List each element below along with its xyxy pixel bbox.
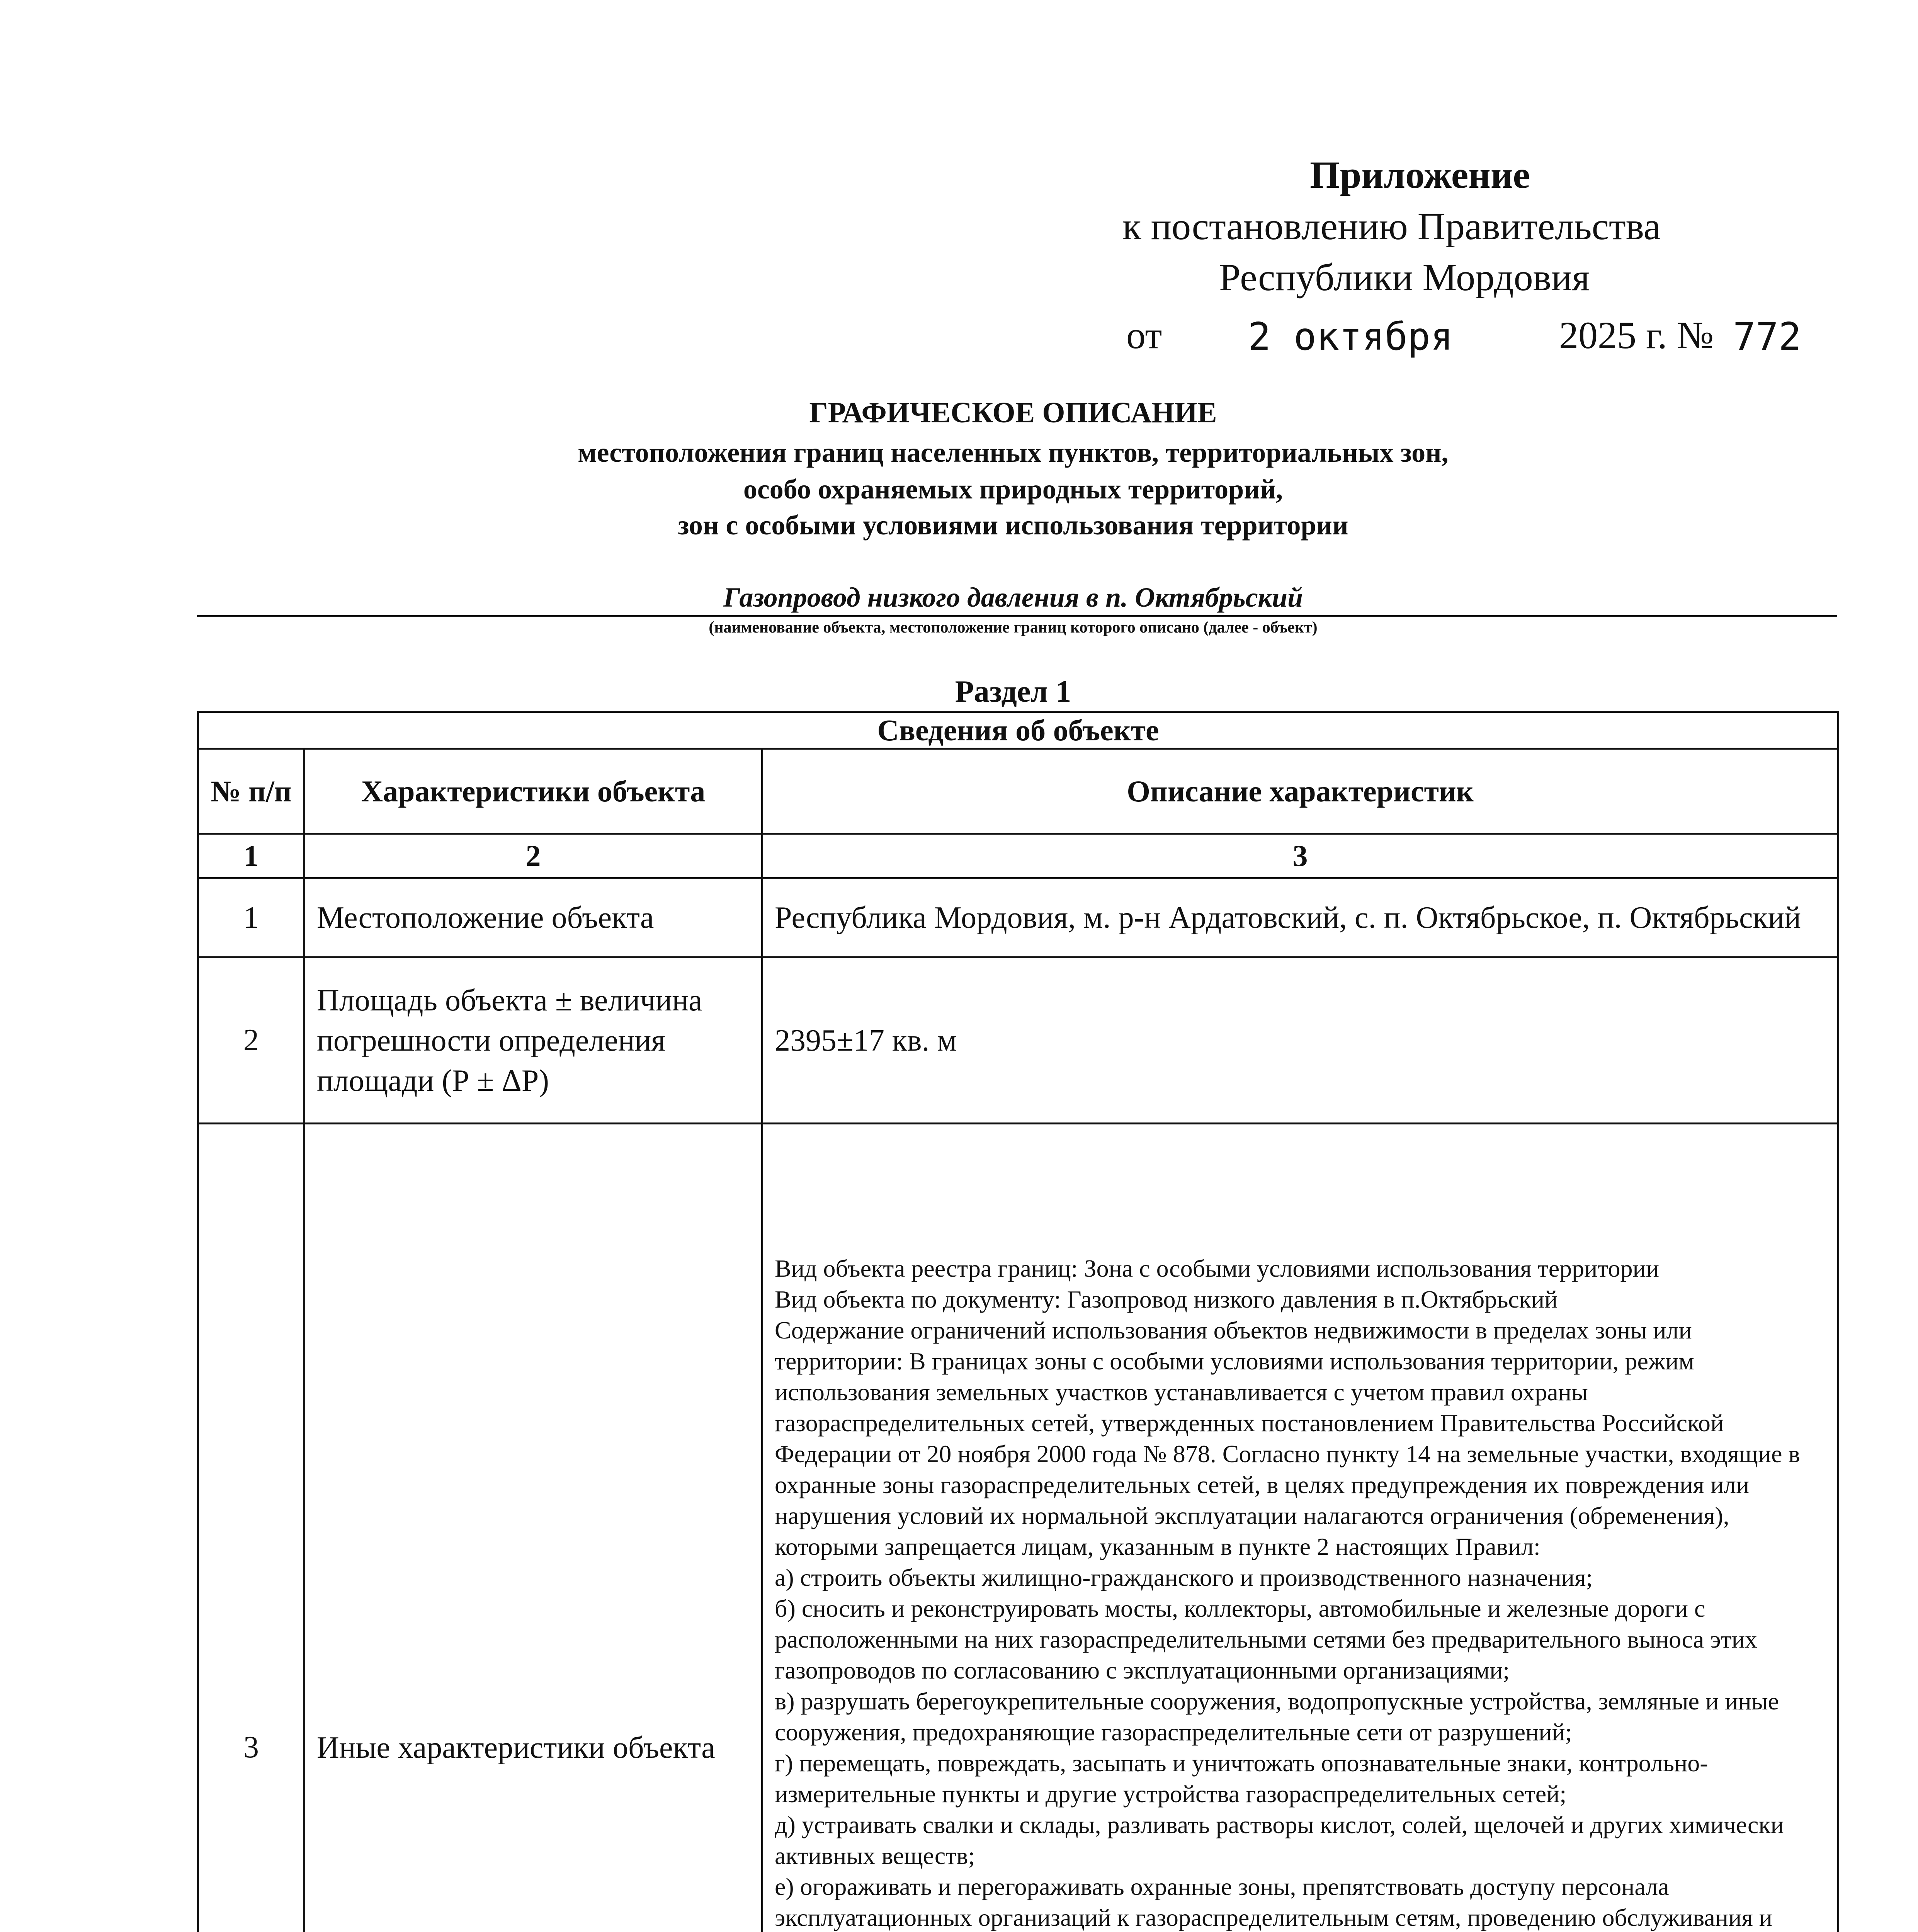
column-numbers-row [198,834,1838,878]
row-characteristic: Площадь объекта ± величина погрешности определения площади (Р ± ΔР) [304,957,762,1124]
appendix-title: Приложение [1310,153,1530,196]
row-description: Республика Мордовия, м. р-н Ардатовский, с. п. Октябрьское, п. Октябрьский [762,878,1838,957]
column-number-3: 3 [762,834,1838,878]
document-subtitle-1: местоположения границ населенных пунктов, территориальных зон, [578,437,1449,468]
restriction-item: г) перемещать, повреждать, засыпать и уничтожать опознавательные знаки, контрольно-измерительные пункты и другие устройства газораспределительных сетей; [775,1749,1708,1808]
row-number: 1 [198,878,304,957]
object-caption: (наименование объекта, местоположение границ которого описано (далее - объект) [709,619,1318,636]
appendix-year: 2025 г. № [1559,314,1714,357]
appendix-ot: от [1126,314,1162,357]
document-subtitle-3: зон с особыми условиями использования территории [678,510,1348,541]
restriction-item: д) устраивать свалки и склады, разливать растворы кислот, солей, щелочей и других химически активных веществ; [775,1811,1784,1869]
document-subtitle-2: особо охраняемых природных территорий, [743,474,1283,505]
appendix-line-2: Республики Мордовия [1219,256,1590,299]
table-row [198,957,1838,1124]
section-title: Раздел 1 [955,675,1071,709]
row-description: 2395±17 кв. м [762,957,1838,1124]
restriction-item: е) огораживать и перегораживать охранные зоны, препятствовать доступу персонала эксплуатационных организаций к газораспределительным сетям, проведению обслуживания и [775,1872,1772,1931]
table-header-row [198,749,1838,834]
row-number: 2 [198,957,304,1124]
row-characteristic: Иные характеристики объекта [304,1124,762,1932]
header-characteristic: Характеристики объекта [304,749,762,834]
object-info-table [197,711,1839,1932]
restriction-paragraph: Содержание ограничений использования объектов недвижимости в пределах зоны или территории: В границах зоны с особыми условиями использования территории, режим использования земельных участков устанавливается с учетом правил охраны газораспределительных сетей, утвержденных постановлением Правительства Российской Федерации от 20 ноября 2000 года № 878. Согласно пункту 14 на земельные участки, входящие в охранные зоны газораспределительных сетей, в целях предупреждения их повреждения или нарушения условий их нормальной эксплуатации налагаются ограничения (обременения), которыми запрещается лицам, указанным в пункте 2 настоящих Правил: [775,1316,1800,1560]
restriction-item: б) сносить и реконструировать мосты, коллекторы, автомобильные и железные дороги с расположенными на них газораспределительными сетями без предварительного выноса этих газопроводов по согласованию с эксплуатационными организациями; [775,1594,1757,1684]
table-row [198,1124,1838,1932]
appendix-number: 772 [1733,315,1802,359]
object-underline [197,615,1837,617]
header-description: Описание характеристик [762,749,1838,834]
row-description [762,1124,1838,1932]
header-number: № п/п [198,749,304,834]
object-name: Газопровод низкого давления в п. Октябрьский [723,582,1303,613]
restriction-paragraph: Вид объекта реестра границ: Зона с особыми условиями использования территории [775,1254,1660,1282]
row-characteristic: Местоположение объекта [304,878,762,957]
appendix-line-1: к постановлению Правительства [1122,205,1661,248]
row-number: 3 [198,1124,304,1932]
table-row [198,878,1838,957]
restriction-paragraph: Вид объекта по документу: Газопровод низкого давления в п.Октябрьский [775,1285,1558,1313]
document-title: ГРАФИЧЕСКОЕ ОПИСАНИЕ [809,396,1217,429]
restriction-item: в) разрушать берегоукрепительные сооружения, водопропускные устройства, земляные и иные сооружения, предохраняющие газораспределительные сети от разрушений; [775,1687,1779,1746]
table-title: Сведения об объекте [198,712,1838,749]
column-number-1: 1 [198,834,304,878]
restriction-item: а) строить объекты жилищно-гражданского и производственного назначения; [775,1563,1593,1591]
appendix-date: 2 октября [1248,315,1454,359]
column-number-2: 2 [304,834,762,878]
